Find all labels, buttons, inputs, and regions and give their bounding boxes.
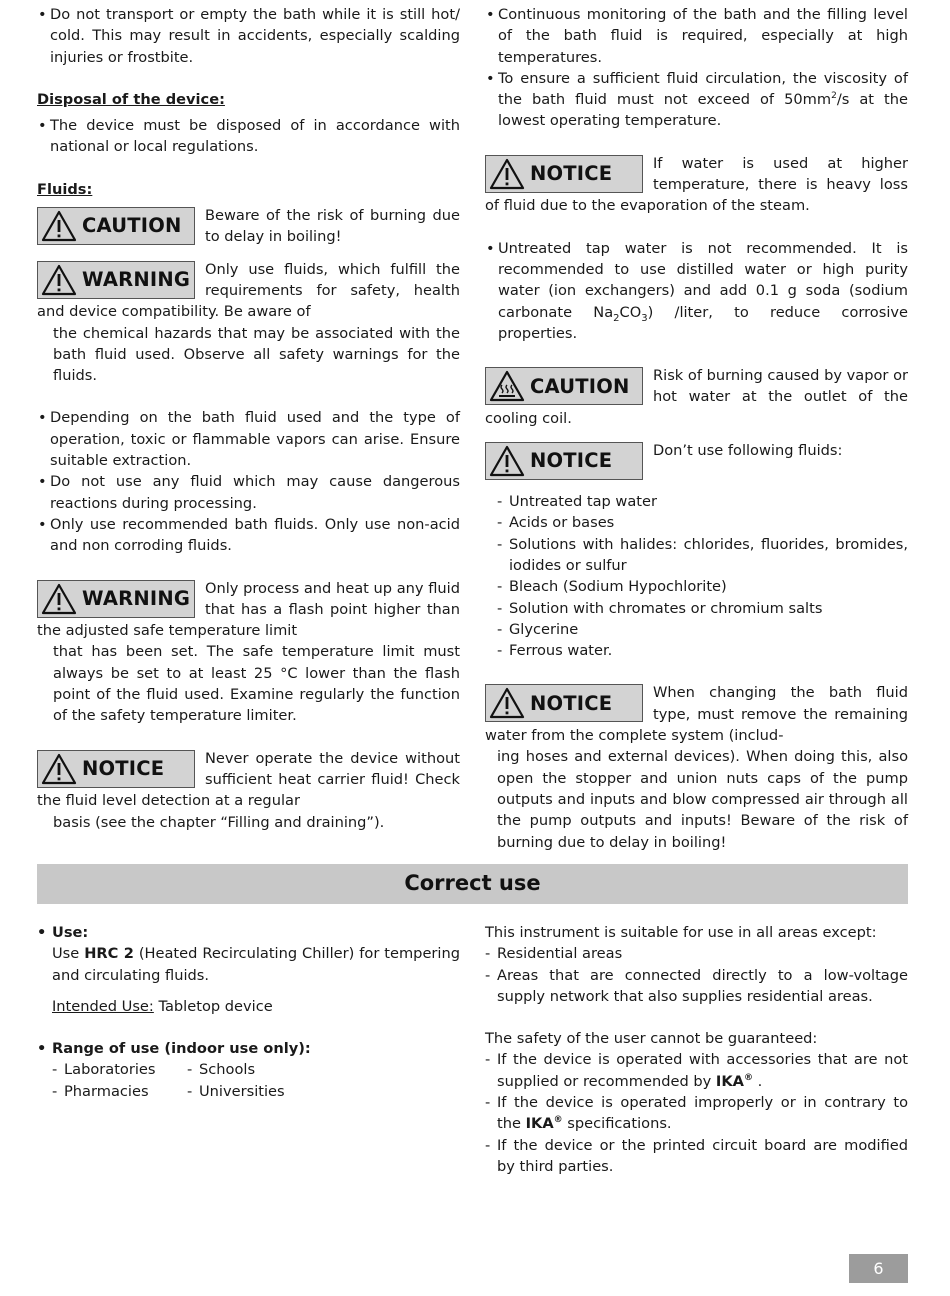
list-item: - Ferrous water. xyxy=(497,640,908,661)
list-item: - If the device or the printed circuit board are modified by third parties. xyxy=(485,1135,908,1178)
notice-sign xyxy=(485,442,643,480)
warning-triangle-icon xyxy=(488,687,526,719)
list-item: - Bleach (Sodium Hypochlorite) xyxy=(497,576,908,597)
correct-use-left xyxy=(37,922,460,1102)
correct-use-right xyxy=(485,922,908,1177)
section-banner xyxy=(37,864,908,904)
caution-callout-vapor xyxy=(485,365,908,429)
right-column xyxy=(485,4,908,853)
list-item: - Untreated tap water xyxy=(497,491,908,512)
warning-triangle-icon xyxy=(40,753,78,785)
warning-triangle-icon xyxy=(488,158,526,190)
caution-sign xyxy=(485,367,643,405)
notice-label: NOTICE xyxy=(82,756,165,780)
page-number: 6 xyxy=(849,1254,908,1283)
bullet-tap-water: • Untreated tap water is not recommended. It is recommended to use distilled water or high purity water (ion exchangers) and add 0.1 g soda (sodium carbonate $Na_2CO_3$) /liter, to reduce corrosive properties. xyxy=(485,238,908,344)
hot-surface-warning-icon xyxy=(488,370,526,402)
caution-text: Beware of the risk of burning due to delay in boiling! xyxy=(205,207,460,246)
bullet-viscosity: • To ensure a sufficient fluid circulation, the viscosity of the bath fluid must not exceed of $50mm^2/s$ at the lowest operating temperature. xyxy=(485,68,908,132)
bullet-disposal: • The device must be disposed of in accordance with national or local regulations. xyxy=(37,115,460,158)
notice-text-beside: Never operate the device without sufficient heat carrier fluid! Check the fluid level detection at a regular xyxy=(37,749,460,810)
notice-callout-fluid-level xyxy=(37,748,460,812)
safety-intro: The safety of the user cannot be guaranteed: xyxy=(485,1030,818,1048)
notice-sign xyxy=(485,684,643,722)
list-item: - Schools xyxy=(187,1059,285,1080)
list-item: - If the device is operated with accessories that are not supplied or recommended by IKA® . xyxy=(485,1049,908,1092)
caution-text: Risk of burning caused by vapor or hot water at the outlet of the cooling coil. xyxy=(485,367,908,427)
list-item: - Universities xyxy=(187,1081,285,1102)
fluids-list xyxy=(485,491,908,661)
warning-callout-flashpoint xyxy=(37,578,460,642)
bullet-reactions: • Do not use any fluid which may cause dangerous reactions during processing. xyxy=(37,471,460,514)
notice-text: If water is used at higher temperature, there is heavy loss of fluid due to the evaporation of the steam. xyxy=(485,154,908,215)
use-heading: • Use: xyxy=(37,922,460,943)
notice-label: NOTICE xyxy=(530,162,613,186)
range-heading: • Range of use (indoor use only): xyxy=(37,1038,460,1059)
bullet-vapors: • Depending on the bath fluid used and the type of operation, toxic or flammable vapors can arise. Ensure suitable extraction. xyxy=(37,407,460,471)
list-item: - Laboratories xyxy=(52,1059,187,1080)
warning-text-below: that has been set. The safe temperature limit must always be set to at least 25 °C lower than the flash point of the fluid used. Examine regularly the function of the safety temperature limiter. xyxy=(53,643,460,725)
caution-label: CAUTION xyxy=(530,374,630,398)
left-column xyxy=(37,4,460,833)
warning-text-beside: Only process and heat up any fluid that has a flash point higher than the adjusted safe temperature limit xyxy=(37,579,460,640)
warning-text-below: the chemical hazards that may be associated with the bath fluid used. Observe all safety warnings for the fluids. xyxy=(53,324,460,385)
warning-sign xyxy=(37,261,195,299)
list-item: - If the device is operated improperly or in contrary to the IKA® specifications. xyxy=(485,1092,908,1135)
warning-label: WARNING xyxy=(82,268,191,292)
warning-sign xyxy=(37,580,195,618)
bullet-monitoring: • Continuous monitoring of the bath and the filling level of the bath fluid is required, especially at high temperatures. xyxy=(485,4,908,68)
notice-text-below: basis (see the chapter “Filling and draining”). xyxy=(53,813,385,831)
notice-label: NOTICE xyxy=(530,449,613,473)
suitable-intro: This instrument is suitable for use in all areas except: xyxy=(485,924,877,941)
list-item: - Areas that are connected directly to a low-voltage supply network that also supplies residential areas. xyxy=(485,965,908,1008)
warning-triangle-icon xyxy=(40,583,78,615)
intended-use: Intended Use: Tabletop device xyxy=(52,997,273,1015)
caution-label: CAUTION xyxy=(82,214,182,238)
bullet-recommended: • Only use recommended bath fluids. Only use non-acid and non corroding fluids. xyxy=(37,514,460,557)
caution-sign xyxy=(37,207,195,245)
warning-triangle-icon xyxy=(40,264,78,296)
range-list xyxy=(37,1059,460,1102)
fluids-heading: Fluids: xyxy=(37,180,93,198)
notice-sign xyxy=(37,750,195,788)
use-text: Use HRC 2 (Heated Recirculating Chiller) for tempering and circulating fluids. xyxy=(52,945,460,984)
warning-text-beside: Only use fluids, which fulfill the requirements for safety, health and device compatibility. Be aware of xyxy=(37,260,460,321)
warning-label: WARNING xyxy=(82,586,191,610)
notice-callout-evaporation xyxy=(485,153,908,217)
list-item: - Residential areas xyxy=(485,943,908,964)
section-title: Correct use xyxy=(404,871,541,896)
warning-triangle-icon xyxy=(40,210,78,242)
warning-triangle-icon xyxy=(488,445,526,477)
notice-sign xyxy=(485,155,643,193)
list-item: - Pharmacies xyxy=(52,1081,187,1102)
warning-callout-fluids xyxy=(37,259,460,323)
list-item: - Solution with chromates or chromium salts xyxy=(497,598,908,619)
notice-text-beside: When changing the bath fluid type, must remove the remaining water from the complete system (includ- xyxy=(485,684,908,745)
bullet-transport: • Do not transport or empty the bath while it is still hot/ cold. This may result in accidents, especially scalding injuries or frostbite. xyxy=(37,4,460,68)
disposal-heading: Disposal of the device: xyxy=(37,90,225,108)
list-item: - Solutions with halides: chlorides, fluorides, bromides, iodides or sulfur xyxy=(497,534,908,577)
notice-text: Don’t use following fluids: xyxy=(653,442,843,460)
notice-callout-fluids xyxy=(485,440,908,482)
list-item: - Glycerine xyxy=(497,619,908,640)
notice-text-below: ing hoses and external devices). When doing this, also open the stopper and union nuts caps of the pump outputs and inputs and blow compressed air through all the pump outputs and inputs! Beware of the risk of burning due to delay in boiling! xyxy=(497,748,908,851)
list-item: - Acids or bases xyxy=(497,512,908,533)
caution-callout-burning xyxy=(37,205,460,248)
notice-callout-changing-fluid xyxy=(485,682,908,746)
notice-label: NOTICE xyxy=(530,691,613,715)
